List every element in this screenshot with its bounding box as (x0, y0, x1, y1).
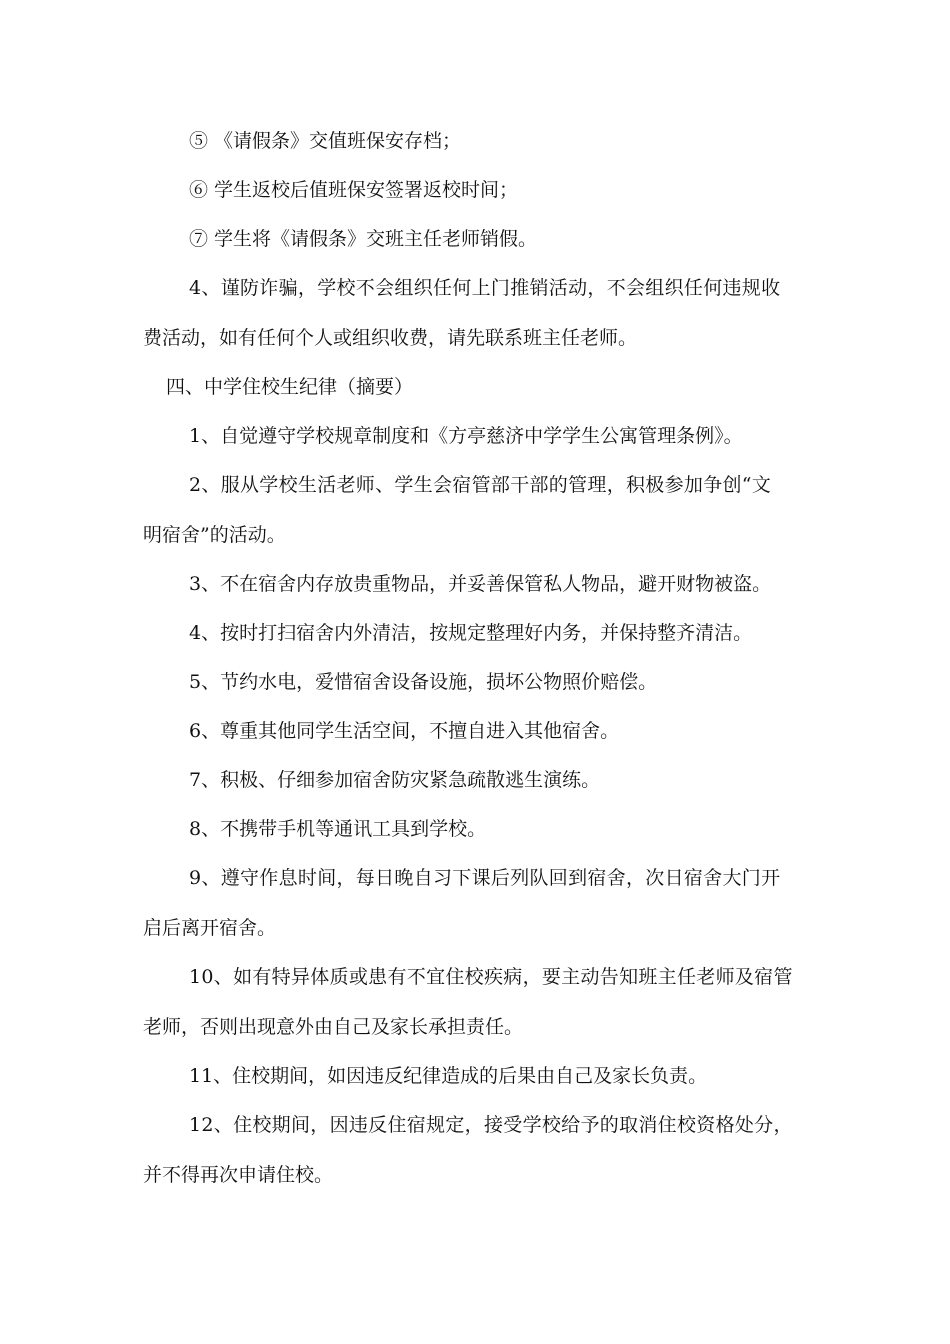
rule-10 (143, 957, 833, 1056)
rule-11: 11、住校期间，如因违反纪律造成的后果由自己及家长负责。 (189, 1065, 708, 1087)
rule-7: 7、积极、仔细参加宿舍防灾紧急疏散逃生演练。 (189, 769, 601, 791)
rule-9-line1: 9、遵守作息时间，每日晚自习下课后列队回到宿舍，次日宿舍大门开 (189, 867, 781, 889)
step-7: ⑦ 学生将《请假条》交班主任老师销假。 (189, 228, 538, 250)
rule-9-line2: 启后离开宿舍。 (143, 917, 277, 939)
rule-12 (143, 1105, 833, 1204)
paragraph-fraud-warning (143, 268, 833, 367)
rule-12-line2: 并不得再次申请住校。 (143, 1164, 334, 1186)
rule-10-line1: 10、如有特异体质或患有不宜住校疾病，要主动告知班主任老师及宿管 (189, 966, 793, 988)
paragraph-fraud-warning-line1: 4、谨防诈骗，学校不会组织任何上门推销活动，不会组织任何违规收 (189, 277, 781, 299)
rule-12-line1: 12、住校期间，因违反住宿规定，接受学校给予的取消住校资格处分， (189, 1114, 793, 1136)
rule-3: 3、不在宿舍内存放贵重物品，并妥善保管私人物品，避开财物被盗。 (189, 573, 772, 595)
rule-2 (143, 465, 833, 564)
rule-4: 4、按时打扫宿舍内外清洁，按规定整理好内务，并保持整齐清洁。 (189, 622, 753, 644)
rule-2-line1: 2、服从学校生活老师、学生会宿管部干部的管理，积极参加争创“文 (189, 474, 772, 496)
rule-8: 8、不携带手机等通讯工具到学校。 (189, 818, 487, 840)
section-title: 四、中学住校生纪律（摘要） (166, 376, 414, 398)
rule-5: 5、节约水电，爱惜宿舍设备设施，损坏公物照价赔偿。 (189, 671, 658, 693)
paragraph-fraud-warning-line2: 费活动，如有任何个人或组织收费，请先联系班主任老师。 (143, 327, 638, 349)
step-6: ⑥ 学生返校后值班保安签署返校时间； (189, 179, 519, 201)
rule-6: 6、尊重其他同学生活空间，不擅自进入其他宿舍。 (189, 720, 620, 742)
rule-1: 1、自觉遵守学校规章制度和《方亭慈济中学学生公寓管理条例》。 (189, 425, 743, 447)
rule-9 (143, 858, 833, 957)
step-5: ⑤ 《请假条》交值班保安存档； (189, 130, 462, 152)
rule-10-line2: 老师，否则出现意外由自己及家长承担责任。 (143, 1016, 524, 1038)
rule-2-line2: 明宿舍”的活动。 (143, 524, 286, 546)
document-body (143, 121, 833, 1204)
